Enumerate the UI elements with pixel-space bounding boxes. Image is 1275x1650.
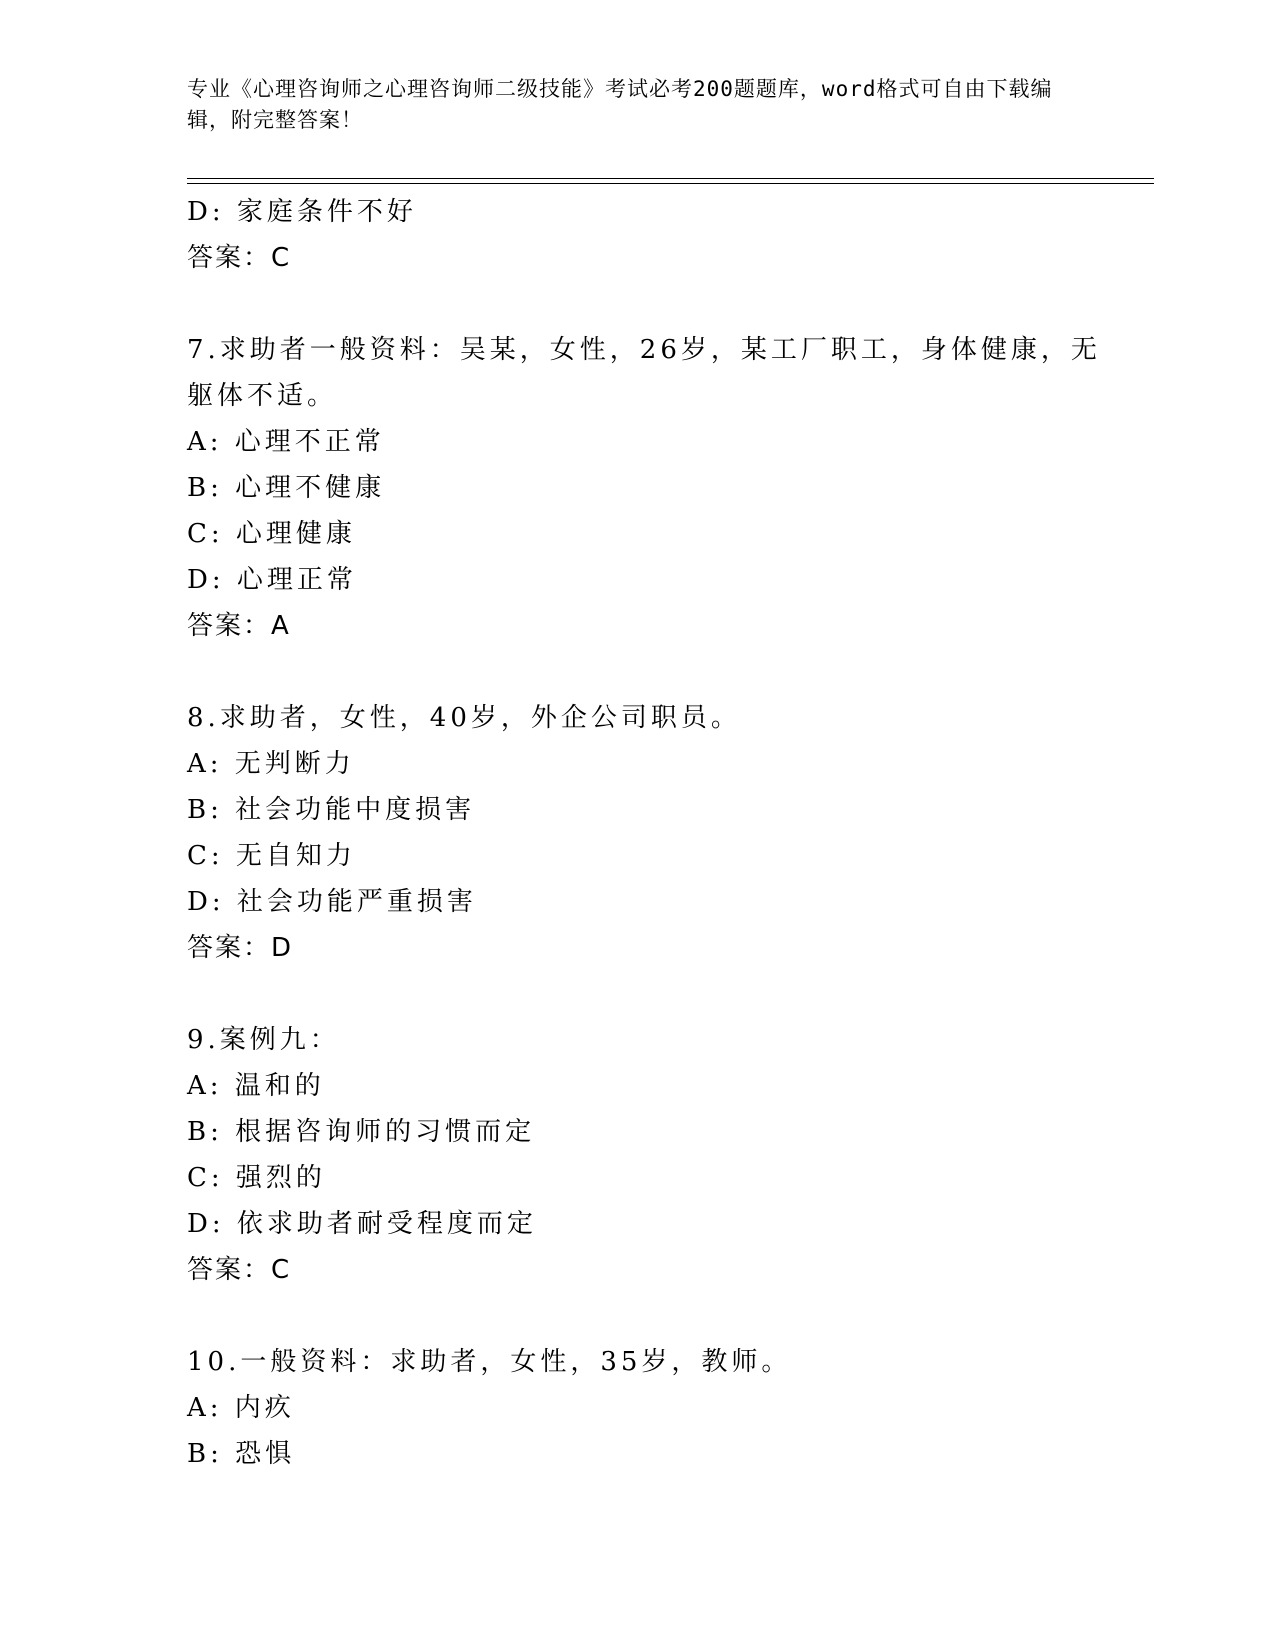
- question-item: [187, 1339, 1107, 1477]
- option-a: A: 温和的: [187, 1071, 325, 1101]
- answer: 答案：A: [187, 611, 291, 641]
- question-item: [187, 1017, 1107, 1293]
- question-list: [187, 189, 1107, 1477]
- question-stem-continued: 躯体不适。: [187, 381, 338, 411]
- option-b: B: 社会功能中度损害: [187, 795, 476, 825]
- answer: 答案：C: [187, 1255, 292, 1285]
- option-b: B: 根据咨询师的习惯而定: [187, 1117, 536, 1147]
- question-stem: 10.一般资料：求助者，女性，35岁，教师。: [187, 1347, 792, 1377]
- spacer: [187, 1293, 1107, 1339]
- question-stem: 7.求助者一般资料：吴某，女性，26岁，某工厂职工，身体健康，无: [187, 335, 1101, 365]
- question-stem: 8.求助者，女性，40岁，外企公司职员。: [187, 703, 741, 733]
- option-b: B: 心理不健康: [187, 473, 386, 503]
- option-a: A: 内疚: [187, 1393, 295, 1423]
- question-stem: 9.案例九：: [187, 1025, 340, 1055]
- option-a: A: 心理不正常: [187, 427, 385, 457]
- option-a: A: 无判断力: [187, 749, 355, 779]
- option-c: C: 强烈的: [187, 1163, 326, 1193]
- option-b: B: 恐惧: [187, 1439, 296, 1469]
- spacer: [187, 649, 1107, 695]
- header-divider-top: [187, 178, 1154, 179]
- question-item: [187, 327, 1107, 649]
- spacer: [187, 971, 1107, 1017]
- answer: 答案：D: [187, 933, 294, 963]
- prev-answer: 答案：C: [187, 243, 292, 273]
- option-d: D: 心理正常: [187, 565, 357, 595]
- option-c: C: 心理健康: [187, 519, 356, 549]
- spacer: [187, 281, 1107, 327]
- option-d: D: 社会功能严重损害: [187, 887, 477, 917]
- document-header: [187, 74, 1067, 136]
- header-divider-bottom: [187, 183, 1154, 184]
- prev-option-d: D: 家庭条件不好: [187, 197, 417, 227]
- header-text: 专业《心理咨询师之心理咨询师二级技能》考试必考200题题库，word格式可自由下载编辑，附完整答案！: [187, 77, 1053, 132]
- question-item: [187, 695, 1107, 971]
- option-c: C: 无自知力: [187, 841, 356, 871]
- option-d: D: 依求助者耐受程度而定: [187, 1209, 537, 1239]
